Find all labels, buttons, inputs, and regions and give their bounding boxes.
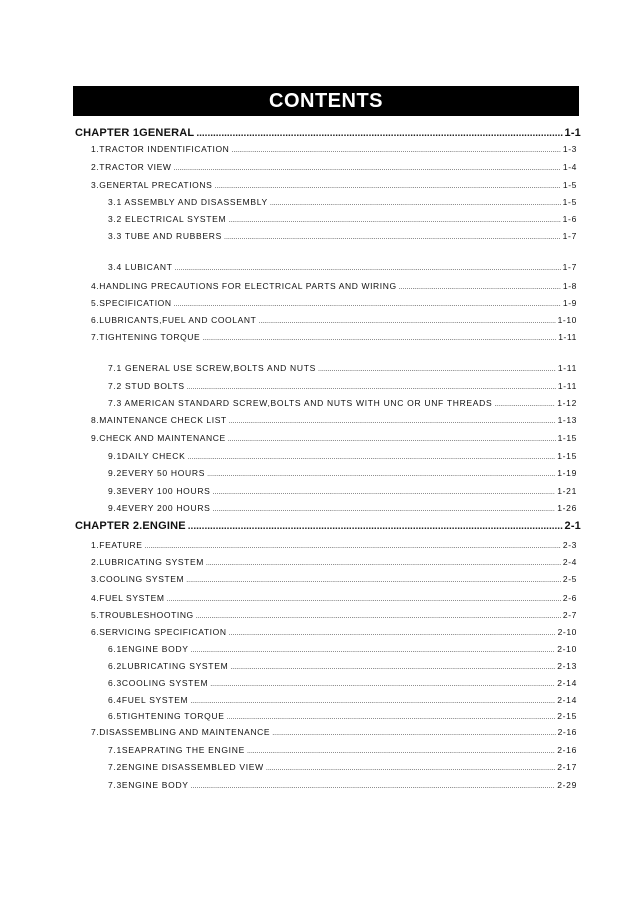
toc-entry-page: 2-13 xyxy=(557,661,577,671)
dot-leader xyxy=(228,217,560,224)
toc-entry[interactable] xyxy=(108,214,577,224)
dot-leader xyxy=(188,454,556,461)
toc-entry-label: 7.3 AMERICAN STANDARD SCREW,BOLTS AND NUTS WITH UNC OR UNF THREADS xyxy=(108,398,493,408)
toc-entry-label: 3.2 ELECTRICAL SYSTEM xyxy=(108,214,227,224)
toc-entry-label: 7.1SEAPRATING THE ENGINE xyxy=(108,745,245,755)
toc-entry-label: 3.3 TUBE AND RUBBERS xyxy=(108,231,222,241)
dot-leader xyxy=(207,471,555,478)
toc-entry[interactable] xyxy=(108,363,577,373)
toc-entry-page: 1-10 xyxy=(557,315,577,325)
toc-entry[interactable] xyxy=(91,298,577,308)
dot-leader xyxy=(191,783,556,790)
toc-entry-label: 6.5TIGHTENING TORQUE xyxy=(108,711,225,721)
toc-entry-label: 1.FEATURE xyxy=(91,540,143,550)
toc-entry-page: 1-11 xyxy=(557,381,577,391)
toc-entry-label: 5.SPECIFICATION xyxy=(91,298,172,308)
toc-entry-label: 3.COOLING SYSTEM xyxy=(91,574,185,584)
dot-leader xyxy=(145,543,561,550)
toc-entry-page: 1-9 xyxy=(562,298,577,308)
toc-entry[interactable] xyxy=(91,593,577,603)
toc-entry[interactable] xyxy=(91,415,577,425)
dot-leader xyxy=(175,265,561,272)
dot-leader xyxy=(188,521,563,532)
toc-entry-label: 7.TIGHTENING TORQUE xyxy=(91,332,201,342)
toc-entry-page: 2-4 xyxy=(562,557,577,567)
toc-entry[interactable] xyxy=(108,451,577,461)
toc-entry-label: 3.GENERTAL PRECATIONS xyxy=(91,180,213,190)
toc-entry-label: 3.1 ASSEMBLY AND DISASSEMBLY xyxy=(108,197,268,207)
toc-entry-page: 1-5 xyxy=(562,197,577,207)
toc-entry-label: 9.3EVERY 100 HOURS xyxy=(108,486,211,496)
toc-entry-label: 4.HANDLING PRECAUTIONS FOR ELECTRICAL PARTS AND WIRING xyxy=(91,281,397,291)
toc-entry[interactable] xyxy=(108,381,577,391)
toc-entry-page: 2-6 xyxy=(562,593,577,603)
toc-entry-page: 1-7 xyxy=(562,262,577,272)
toc-entry[interactable] xyxy=(108,468,577,478)
toc-entry-page: 1-5 xyxy=(562,180,577,190)
toc-entry-label: 9.CHECK AND MAINTENANCE xyxy=(91,433,226,443)
dot-leader xyxy=(196,613,561,620)
toc-entry-page: 1-8 xyxy=(562,281,577,291)
toc-entry[interactable] xyxy=(91,162,577,172)
dot-leader xyxy=(174,165,561,172)
toc-entry[interactable] xyxy=(91,610,577,620)
toc-entry-label: CHAPTER 1GENERAL xyxy=(75,127,195,139)
toc-entry-label: 8.MAINTENANCE CHECK LIST xyxy=(91,415,227,425)
toc-entry[interactable] xyxy=(91,315,577,325)
toc-entry-page: 1-11 xyxy=(558,332,577,342)
toc-entry-page: 2-10 xyxy=(557,627,577,637)
toc-entry-page: 2-3 xyxy=(562,540,577,550)
dot-leader xyxy=(174,301,561,308)
toc-entry-page: 1-12 xyxy=(557,398,577,408)
toc-entry[interactable] xyxy=(91,332,577,342)
toc-entry-label: 7.2ENGINE DISASSEMBLED VIEW xyxy=(108,762,264,772)
toc-entry-label: 7.1 GENERAL USE SCREW,BOLTS AND NUTS xyxy=(108,363,316,373)
toc-entry-label: 6.LUBRICANTS,FUEL AND COOLANT xyxy=(91,315,257,325)
toc-entry-label: CHAPTER 2.ENGINE xyxy=(75,520,186,532)
toc-chapter-entry[interactable] xyxy=(75,127,581,139)
toc-entry-label: 1.TRACTOR INDENTIFICATION xyxy=(91,144,230,154)
toc-entry[interactable] xyxy=(108,661,577,671)
toc-entry-label: 2.TRACTOR VIEW xyxy=(91,162,172,172)
toc-entry-label: 3.4 LUBICANT xyxy=(108,262,173,272)
dot-leader xyxy=(270,200,561,207)
dot-leader xyxy=(191,647,556,654)
toc-entry-label: 6.SERVICING SPECIFICATION xyxy=(91,627,227,637)
toc-entry[interactable] xyxy=(108,503,577,513)
dot-leader xyxy=(213,506,556,513)
toc-entry[interactable] xyxy=(108,711,577,721)
toc-entry[interactable] xyxy=(108,398,577,408)
dot-leader xyxy=(228,436,556,443)
toc-entry-page: 2-14 xyxy=(557,678,577,688)
toc-entry-page: 2-15 xyxy=(557,711,577,721)
dot-leader xyxy=(214,183,561,190)
toc-entry-label: 5.TROUBLESHOOTING xyxy=(91,610,194,620)
toc-entry-label: 7.3ENGINE BODY xyxy=(108,780,189,790)
toc-entry-label: 6.4FUEL SYSTEM xyxy=(108,695,189,705)
dot-leader xyxy=(230,664,555,671)
toc-entry-page: 1-19 xyxy=(557,468,577,478)
toc-entry-label: 6.2LUBRICATING SYSTEM xyxy=(108,661,229,671)
toc-entry-label: 7.2 STUD BOLTS xyxy=(108,381,185,391)
toc-entry[interactable] xyxy=(108,678,577,688)
dot-leader xyxy=(210,681,555,688)
toc-entry-label: 2.LUBRICATING SYSTEM xyxy=(91,557,204,567)
toc-entry[interactable] xyxy=(91,727,577,737)
contents-title: CONTENTS xyxy=(73,86,579,116)
toc-entry-page: 1-15 xyxy=(557,451,577,461)
toc-entry[interactable] xyxy=(108,695,577,705)
toc-entry[interactable] xyxy=(108,231,577,241)
dot-leader xyxy=(227,714,556,721)
toc-entry[interactable] xyxy=(108,762,577,772)
toc-entry-label: 9.1DAILY CHECK xyxy=(108,451,186,461)
toc-entry-page: 2-16 xyxy=(557,727,577,737)
dot-leader xyxy=(318,366,556,373)
toc-chapter-entry[interactable] xyxy=(75,520,581,532)
toc-entry-page: 1-15 xyxy=(557,433,577,443)
toc-entry-label: 9.2EVERY 50 HOURS xyxy=(108,468,206,478)
dot-leader xyxy=(258,318,555,325)
toc-entry[interactable] xyxy=(108,197,577,207)
dot-leader xyxy=(190,698,555,705)
dot-leader xyxy=(494,401,555,408)
toc-entry-page: 2-16 xyxy=(557,745,577,755)
dot-leader xyxy=(272,730,555,737)
dot-leader xyxy=(196,128,562,139)
toc-entry[interactable] xyxy=(91,574,577,584)
toc-entry[interactable] xyxy=(91,433,577,443)
dot-leader xyxy=(206,560,561,567)
toc-entry-page: 2-7 xyxy=(562,610,577,620)
toc-entry-page: 2-1 xyxy=(564,520,581,532)
toc-entry[interactable] xyxy=(91,627,577,637)
toc-entry[interactable] xyxy=(108,262,577,272)
toc-entry-page: 2-14 xyxy=(557,695,577,705)
toc-entry[interactable] xyxy=(108,644,577,654)
toc-entry-page: 2-17 xyxy=(557,762,577,772)
toc-entry-label: 7.DISASSEMBLING AND MAINTENANCE xyxy=(91,727,271,737)
toc-entry-page: 2-29 xyxy=(557,780,577,790)
dot-leader xyxy=(167,596,561,603)
toc-entry-label: 6.3COOLING SYSTEM xyxy=(108,678,209,688)
dot-leader xyxy=(247,748,555,755)
toc-entry[interactable] xyxy=(108,486,577,496)
dot-leader xyxy=(266,765,555,772)
dot-leader xyxy=(213,489,556,496)
toc-entry[interactable] xyxy=(108,780,577,790)
toc-entry[interactable] xyxy=(91,557,577,567)
dot-leader xyxy=(202,335,556,342)
toc-entry[interactable] xyxy=(91,540,577,550)
dot-leader xyxy=(229,630,556,637)
toc-entry[interactable] xyxy=(108,745,577,755)
toc-entry[interactable] xyxy=(91,281,577,291)
dot-leader xyxy=(231,147,560,154)
toc-entry-page: 1-7 xyxy=(562,231,577,241)
toc-entry-label: 4.FUEL SYSTEM xyxy=(91,593,165,603)
toc-entry-page: 2-10 xyxy=(557,644,577,654)
toc-entry[interactable] xyxy=(91,144,577,154)
toc-entry-page: 1-3 xyxy=(562,144,577,154)
toc-entry-page: 1-21 xyxy=(557,486,577,496)
toc-entry-page: 1-6 xyxy=(562,214,577,224)
dot-leader xyxy=(224,234,561,241)
toc-entry-label: 6.1ENGINE BODY xyxy=(108,644,189,654)
dot-leader xyxy=(229,418,556,425)
toc-entry-page: 2-5 xyxy=(562,574,577,584)
toc-entry-page: 1-1 xyxy=(564,127,581,139)
toc-entry-page: 1-4 xyxy=(562,162,577,172)
toc-entry-page: 1-11 xyxy=(557,363,577,373)
dot-leader xyxy=(186,577,561,584)
toc-entry[interactable] xyxy=(91,180,577,190)
dot-leader xyxy=(399,284,561,291)
toc-entry-page: 1-13 xyxy=(557,415,577,425)
dot-leader xyxy=(187,384,556,391)
toc-entry-label: 9.4EVERY 200 HOURS xyxy=(108,503,211,513)
toc-entry-page: 1-26 xyxy=(557,503,577,513)
